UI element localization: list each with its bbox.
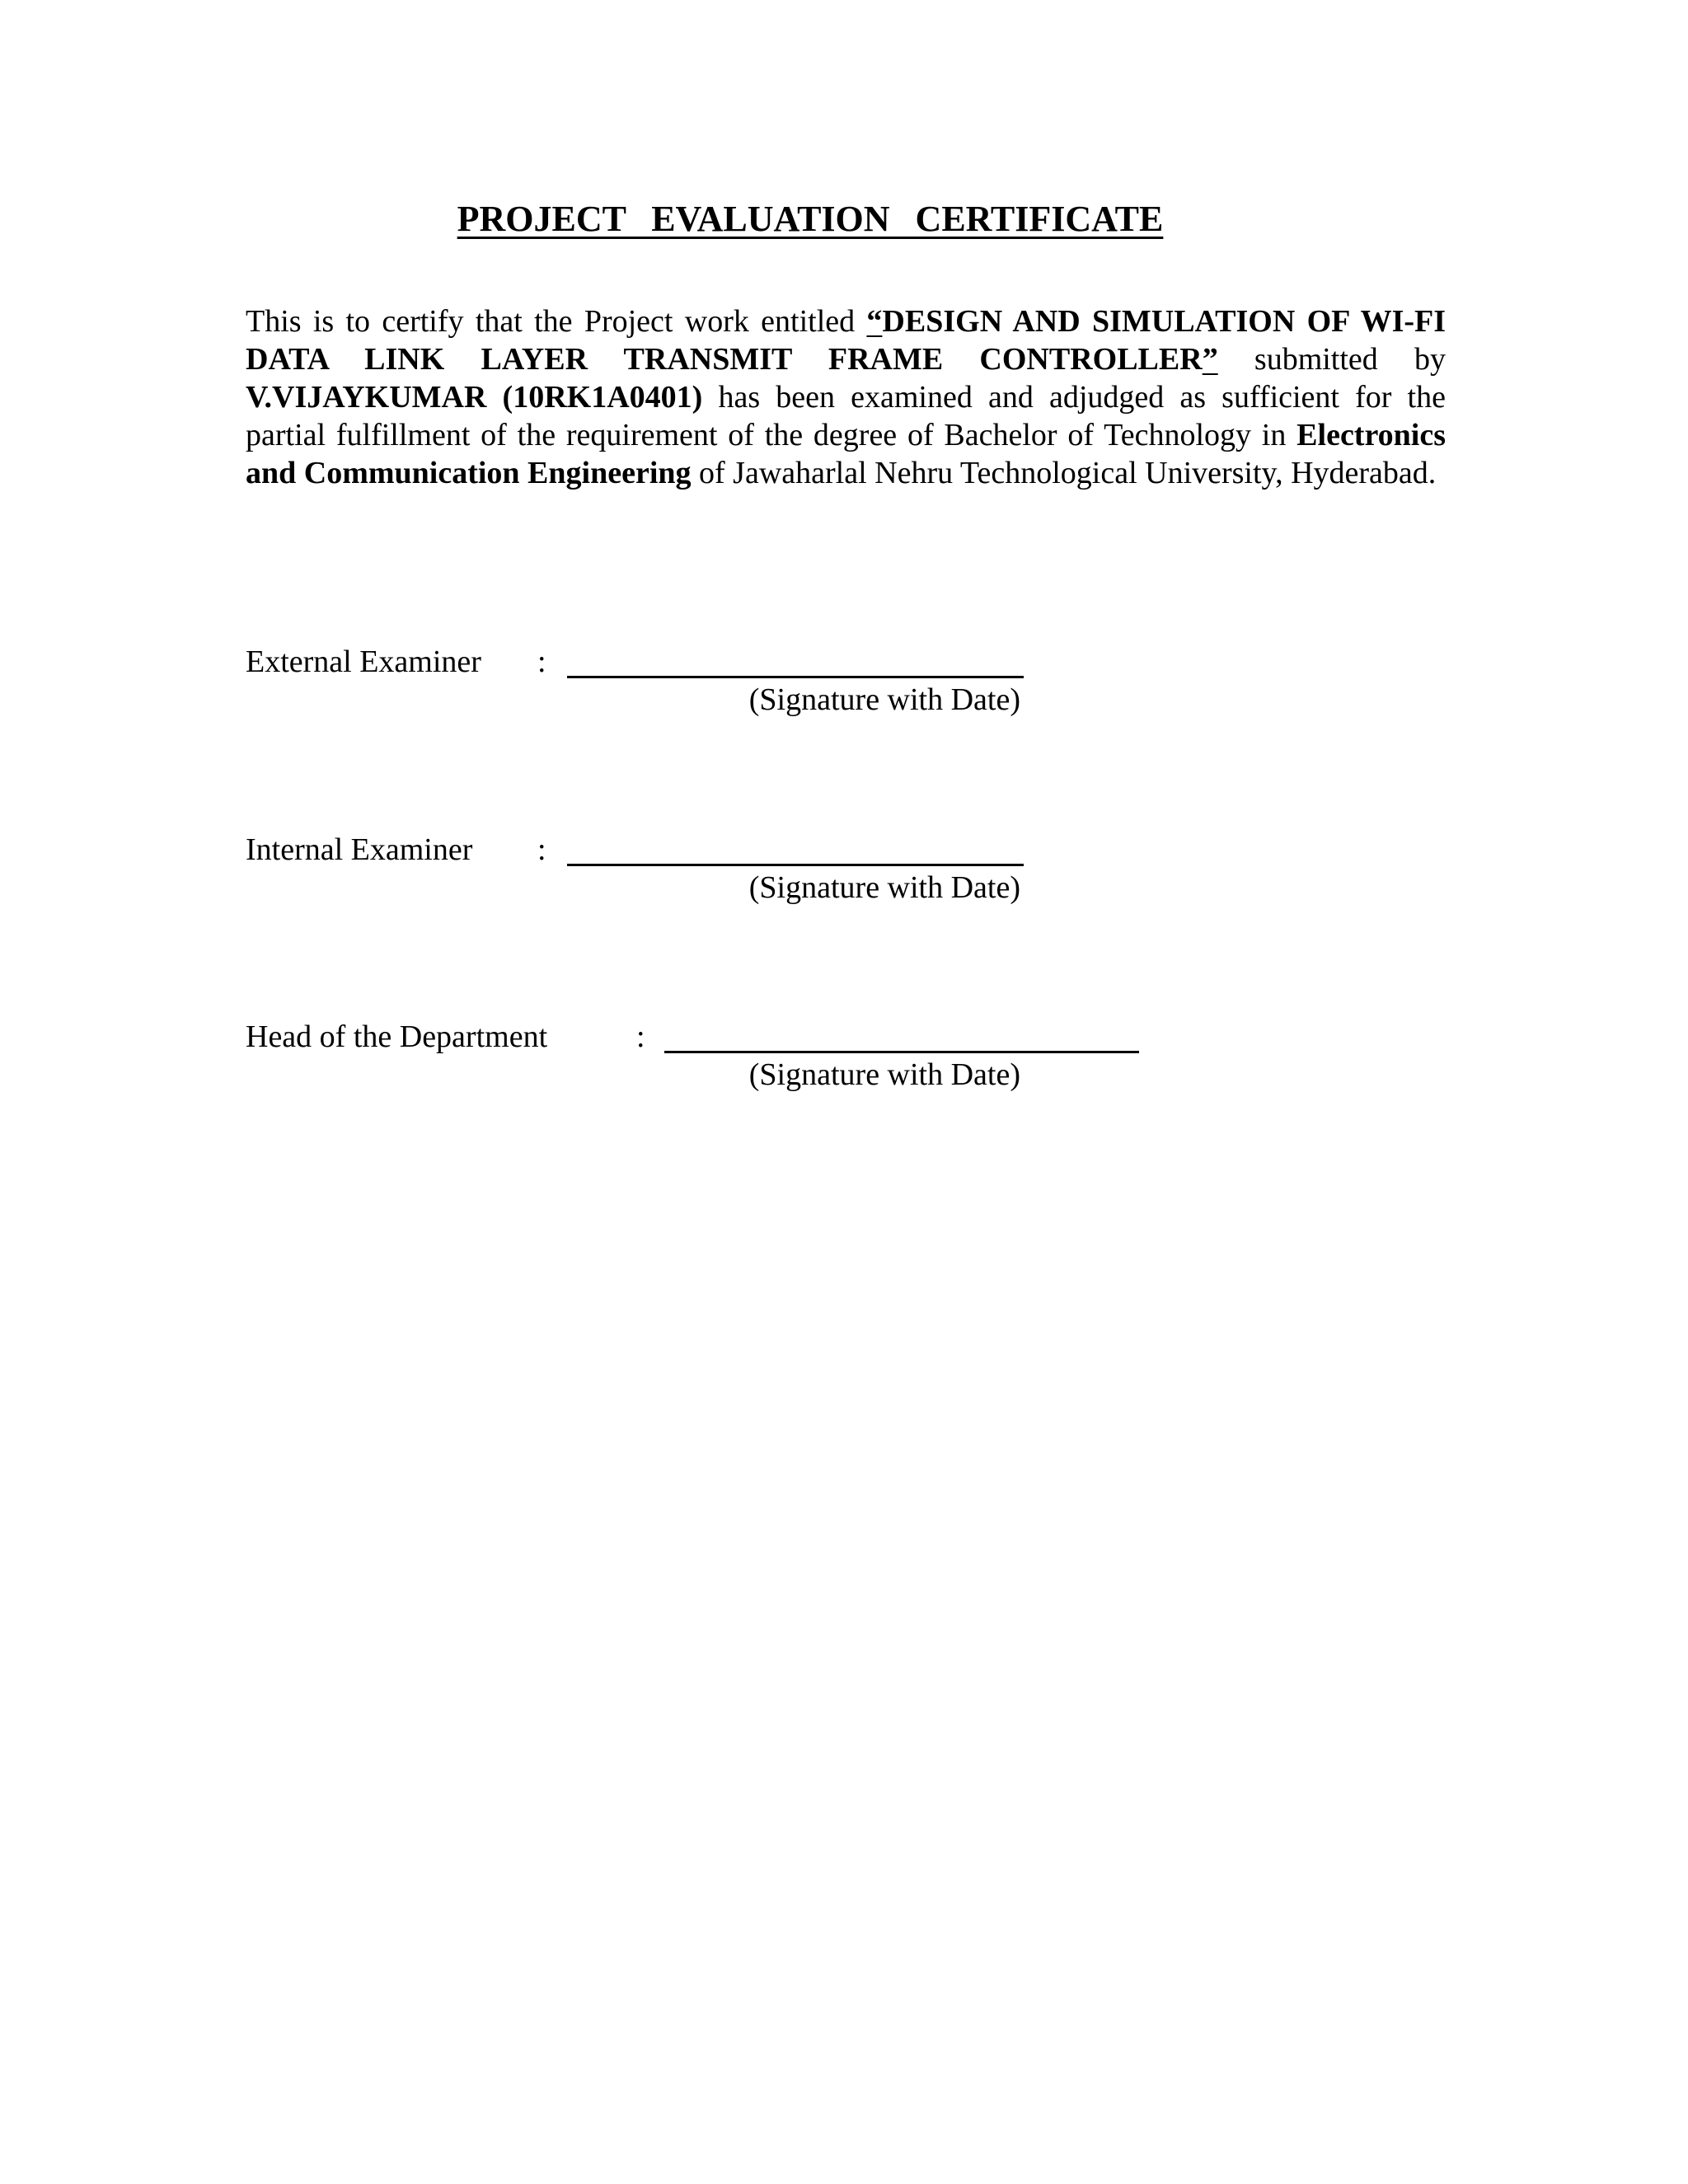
paragraph-intro: This is to certify that the Project work entitled [246, 304, 867, 339]
internal-examiner-colon: : [537, 832, 546, 867]
student-name: V.VIJAYKUMAR (10RK1A0401) [246, 380, 703, 415]
hod-signature-caption: (Signature with Date) [748, 1057, 1020, 1092]
department-name: Electronics and Communication Engineering [246, 418, 1446, 490]
certificate-paragraph [246, 302, 1446, 492]
hod-label: Head of the Department [246, 1019, 548, 1054]
external-examiner-colon: : [537, 644, 546, 679]
external-examiner-signature-caption: (Signature with Date) [748, 682, 1020, 717]
project-title-open-quote: “ [866, 304, 883, 339]
external-examiner-label: External Examiner [246, 644, 481, 679]
internal-examiner-signature-caption: (Signature with Date) [748, 870, 1020, 905]
project-title: DESIGN AND SIMULATION OF WI-FI DATA LINK LAYER TRANSMIT FRAME CONTROLLER [246, 304, 1447, 377]
project-title-close-quote: ” [1202, 342, 1218, 377]
hod-colon: : [636, 1019, 645, 1054]
internal-examiner-label: Internal Examiner [246, 832, 473, 867]
hod-signature-line [664, 1051, 1139, 1053]
internal-examiner-signature-line [567, 864, 1024, 866]
paragraph-middle: has been examined and adjudged as sufficient for the partial fulfillment of the requirement of the degree of Bachelor of Technology in [246, 380, 1446, 452]
page-title-text: PROJECT EVALUATION CERTIFICATE [457, 199, 1164, 239]
external-examiner-signature-line [567, 676, 1024, 678]
paragraph-ending: of Jawaharlal Nehru Technological University, Hyderabad. [691, 456, 1437, 490]
paragraph-submitted-by: submitted by [1217, 342, 1447, 377]
page-title [0, 194, 1620, 244]
